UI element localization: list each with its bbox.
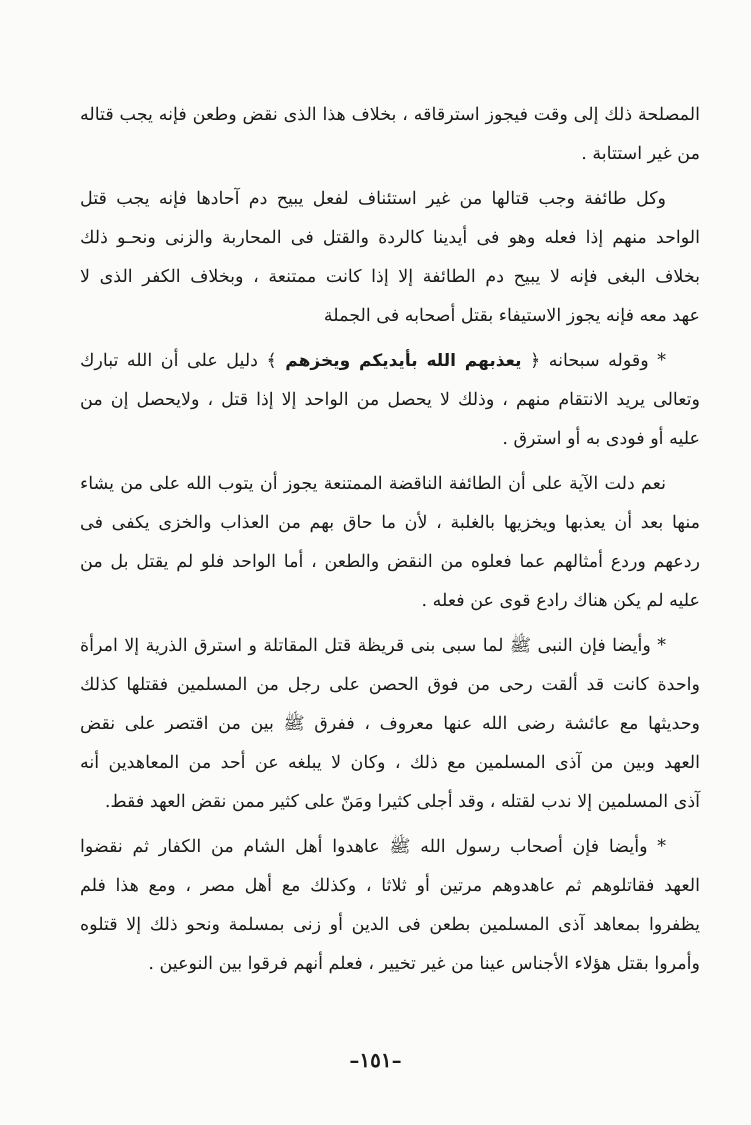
- text-line: * وأيضا فإن النبى ﷺ لما سبى بنى قريظة قتل المقاتلة و استرق الذرية إلا امرأة: [80, 636, 666, 656]
- paragraph-3: [80, 342, 700, 459]
- paragraph-6: [80, 828, 700, 984]
- text-line: وكل طائفة وجب قتالها من غير استئناف لفعل يبيح دم آحادها فإنه يجب قتل: [80, 189, 666, 209]
- quran-verse: يعذبهم الله بأيديكم ويخزهم: [285, 351, 522, 371]
- text-line: نعم دلت الآية على أن الطائفة الناقضة الممتنعة يجوز أن يتوب الله على من يشاء: [80, 474, 666, 494]
- paragraph-1: [80, 96, 700, 174]
- paragraph-2: [80, 180, 700, 336]
- text-line: منها بعد أن يعذبها ويخزيها بالغلبة ، لأن ما حاق بهم من العذاب والخزى يكفى فى: [80, 513, 700, 533]
- text-line: العهد فقاتلوهم ثم عاهدوهم مرتين أو ثلاثا ، وكذلك مع أهل مصر ، ومع هذا فلم: [80, 876, 700, 896]
- text-line: من غير استتابة .: [581, 144, 700, 164]
- text-line: عليه لم يكن هناك رادع قوى عن فعله .: [421, 591, 700, 611]
- text-line: عليه أو فودى به أو استرق .: [502, 429, 700, 449]
- text-line: ردعهم وردع أمثالهم عما فعلوه من النقض والطعن ، أما الواحد فلو لم يقتل بل من: [80, 552, 700, 572]
- verse-intro: * وقوله سبحانه ﴿: [530, 351, 666, 371]
- paragraph-5: [80, 627, 700, 822]
- text-line: الواحد منهم إذا فعله وهو فى أيدينا كالردة والقتل فى المحاربة والزنى ونحـو ذلك: [80, 228, 700, 248]
- text-line: بخلاف البغى فإنه لا يبيح دم الطائفة إلا إذا كانت ممتنعة ، وبخلاف الكفر الذى لا: [80, 267, 700, 287]
- text-line: آذى المسلمين إلا ندب لقتله ، وقد أجلى كثيرا ومَنّ على كثير ممن نقض العهد فقط.: [104, 792, 700, 812]
- text-line: وأمروا بقتل هؤلاء الأجناس عينا من غير تخيير ، فعلم أنهم فرقوا بين النوعين .: [148, 954, 700, 974]
- text-line: المصلحة ذلك إلى وقت فيجوز استرقاقه ، بخلاف هذا الذى نقض وطعن فإنه يجب قتاله: [80, 105, 700, 125]
- page-number: –١٥١–: [349, 1048, 402, 1072]
- text-line: واحدة كانت قد ألقت رحى من فوق الحصن على رجل من المسلمين فقتلها كذلك: [80, 675, 700, 695]
- text-line: العهد وبين من آذى المسلمين مع ذلك ، وكان لا يبلغه عن أحد من المعاهدين أنه: [80, 753, 700, 773]
- text-line: وتعالى يريد الانتقام منهم ، وذلك لا يحصل من الواحد إلا إذا قتل ، ولايحصل إن من: [80, 390, 700, 410]
- page-body: [80, 96, 700, 990]
- verse-comment: ﴾ دليل على أن الله تبارك: [80, 351, 277, 371]
- text-line: وحديثها مع عائشة رضى الله عنها معروف ، ففرق ﷺ بين من اقتصر على نقض: [80, 714, 700, 734]
- text-line: عهد معه فإنه يجوز الاستيفاء بقتل أصحابه فى الجملة: [323, 306, 700, 326]
- paragraph-4: [80, 465, 700, 621]
- text-line: يظفروا بمعاهد آذى المسلمين بطعن فى الدين أو زنى بمسلمة ونحو ذلك إلا قتلوه: [80, 915, 700, 935]
- text-line-with-quran-verse: [80, 342, 700, 381]
- text-line: * وأيضا فإن أصحاب رسول الله ﷺ عاهدوا أهل الشام من الكفار ثم نقضوا: [80, 837, 666, 857]
